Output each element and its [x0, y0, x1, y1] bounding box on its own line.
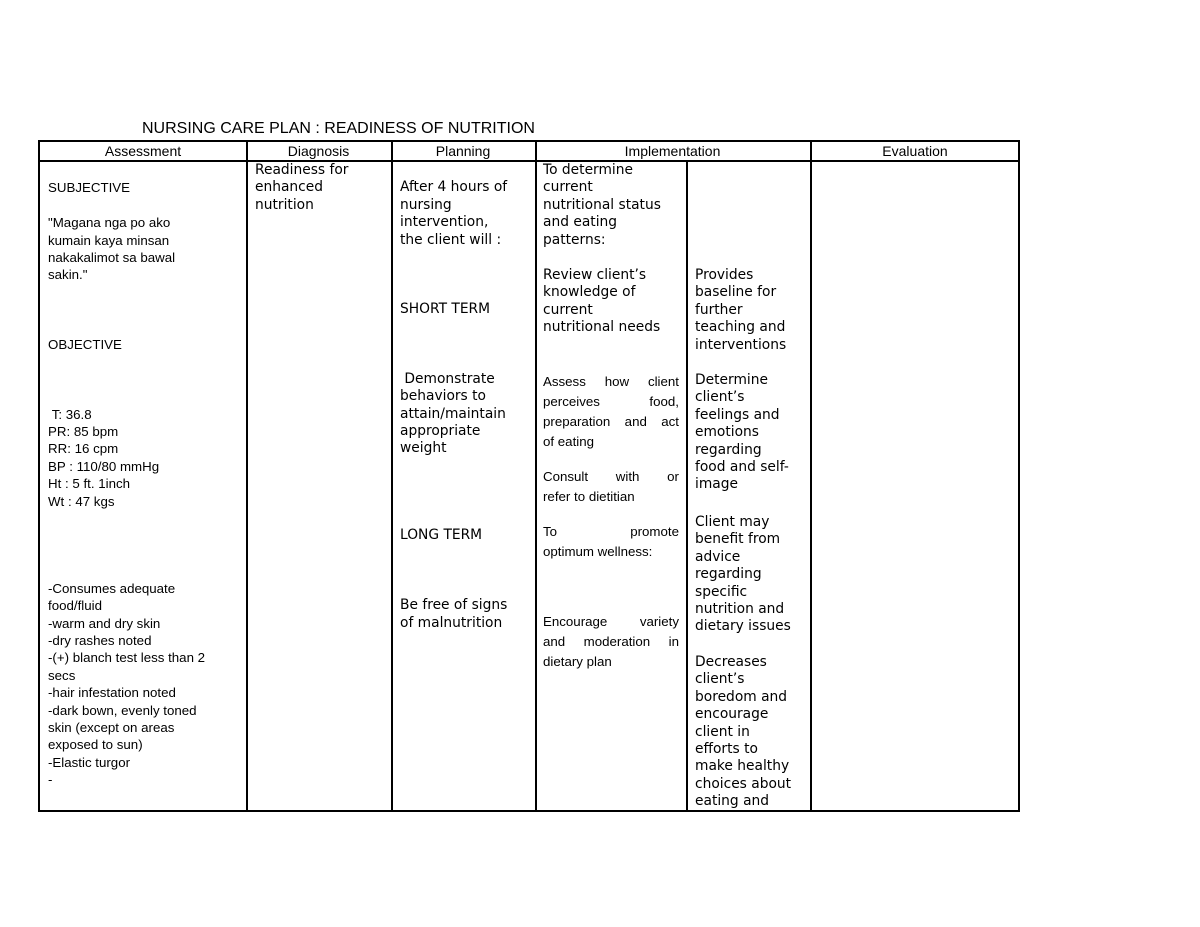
column-divider: [810, 142, 812, 810]
implementation-consult: [543, 467, 679, 507]
assess-line: of eating: [543, 434, 595, 449]
implementation-review: Review client’s knowledge of current nutritional needs: [543, 267, 661, 336]
planning-intro: After 4 hours of nursing intervention, the client will :: [400, 179, 508, 248]
column-divider: [246, 142, 248, 810]
subjective-label: SUBJECTIVE: [48, 180, 131, 196]
short-term-label: SHORT TERM: [400, 301, 491, 318]
rationale-4: Decreases client’s boredom and encourage client in efforts to make healthy choices about eating and: [695, 654, 792, 810]
assessment-cell: [48, 162, 244, 806]
header-evaluation: Evaluation: [882, 143, 948, 159]
column-divider: [391, 142, 393, 810]
care-plan-table: [38, 140, 1020, 812]
consult-line: refer to dietitian: [543, 489, 635, 504]
objective-label: OBJECTIVE: [48, 337, 122, 353]
rationale-3: Client may benefit from advice regarding specific nutrition and dietary issues: [695, 514, 791, 635]
encourage-line: and moderation in: [543, 634, 679, 649]
long-term-goal: Be free of signs of malnutrition: [400, 597, 508, 631]
short-term-goal: Demonstrate behaviors to attain/maintain appropriate weight: [400, 370, 506, 457]
assess-line: Assess how client: [543, 374, 679, 389]
implementation-assess: [543, 372, 679, 452]
objective-findings: -Consumes adequate food/fluid -warm and dry skin -dry rashes noted -(+) blanch test less than 2 secs -hair infestation noted -dark bown, evenly toned skin (except on areas exposed to sun) -Elastic turgor -: [48, 580, 206, 788]
goal2-line: optimum wellness:: [543, 544, 653, 559]
rationale-1: Provides baseline for further teaching and interventions: [695, 267, 787, 353]
encourage-line: dietary plan: [543, 654, 612, 669]
implementation-goal-2: [543, 522, 679, 562]
consult-line: Consult with or: [543, 469, 679, 484]
header-assessment: Assessment: [104, 143, 182, 159]
diagnosis-text: Readiness for enhanced nutrition: [255, 162, 349, 213]
goal2-line: To promote: [543, 524, 679, 539]
implementation-encourage: [543, 612, 679, 672]
header-implementation: Implementation: [624, 143, 721, 159]
sub-column-divider: [686, 160, 688, 810]
long-term-label: LONG TERM: [400, 527, 483, 544]
assess-line: preparation and act: [543, 414, 679, 429]
rationale-2: Determine client’s feelings and emotions regarding food and self- image: [695, 372, 789, 493]
header-planning: Planning: [435, 143, 491, 159]
encourage-line: Encourage variety: [543, 614, 679, 629]
column-divider: [535, 142, 537, 810]
page-title: NURSING CARE PLAN : READINESS OF NUTRITION: [142, 120, 535, 137]
header-diagnosis: Diagnosis: [287, 143, 350, 159]
planning-cell: [400, 162, 532, 649]
vital-signs: T: 36.8 PR: 85 bpm RR: 16 cpm BP : 110/80 mmHg Ht : 5 ft. 1inch Wt : 47 kgs: [48, 406, 160, 509]
assess-line: perceives food,: [543, 394, 679, 409]
implementation-goal-1: To determine current nutritional status and eating patterns:: [543, 162, 661, 248]
subjective-quote: "Magana nga po ako kumain kaya minsan nakakalimot sa bawal sakin.": [48, 215, 176, 283]
